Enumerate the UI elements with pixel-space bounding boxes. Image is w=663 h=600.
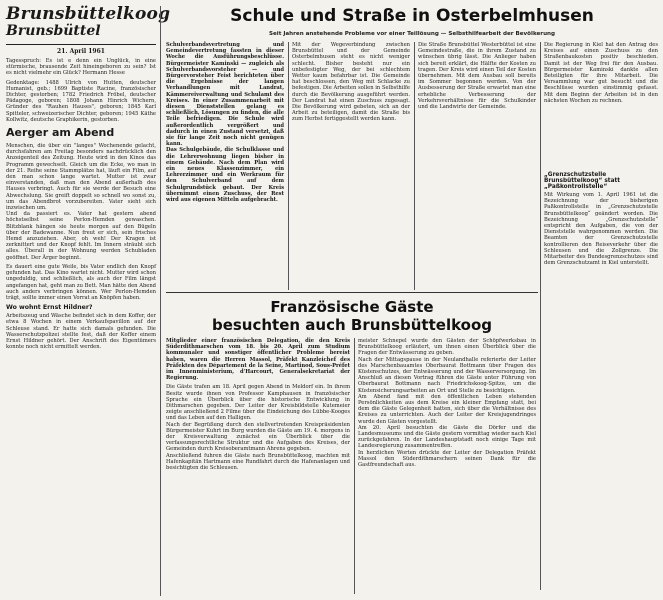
rule-franz-top — [166, 292, 538, 293]
schule-headline: Schule und Straße in Osterbelmhusen — [230, 6, 594, 26]
schule-text-2: Mit der Wegeverbindung zwischen Brunsbüttel und der Gemeinde Osterbelmhusen steht es nicht weniger schlecht. Bisher besteht nur ein unbefestigter Weg, der bei schlechtem Wetter kaum befahrbar ist. Die Gemeinde hat beschlossen, den Weg mit Schlacke zu befestigen. Die Arbeiten sollen in Selbsthilfe durch die Bevölkerung ausgeführt werden. Der Landrat hat einen Zuschuss zugesagt. Die Bevölkerung wird gebeten, sich an der Arbeit zu beteiligen, damit die Straße bis zum Herbst fertiggestellt werden kann. — [292, 42, 412, 123]
rule-schule-1 — [288, 42, 289, 290]
gedenktage: Gedenktage: 1488 Ulrich von Hutten, deutscher Humanist, geb.; 1699 Baptiste Racine, französischer Dichter, gestorben; 1782 Friedrich Fröbel, deutscher Pädagoge, geboren; 1808 Johann Hinrich Wichern, Gründer des "Rauhen Hauses", geboren; 1845 Karl Spitteler, schweizerischer Dichter, geboren; 1945 Käthe Kollwitz, deutsche Graphikerin, gestorben. — [6, 79, 158, 123]
schule-text-4: Die Regierung in Kiel hat den Antrag des Kreises auf einen Zuschuss zu den Straßenbaukosten positiv beschieden. Damit ist der Weg frei für den Ausbau. Bürgermeister Kaminski dankte allen Beteiligten für ihre Mitarbeit. Die Versammlung war gut besucht und die Beschlüsse wurden einstimmig gefasst. Mit dem Beginn der Arbeiten ist in den nächsten Wochen zu rechnen. — [544, 42, 660, 104]
franz-text-2: meister Schnepel wurde den Gästen der Schöpfwerksbau in Brunsbüttelkoog erläutert, um ihnen einen Überblick über die Fragen der Entwässerung zu geben. Nach der Mittagspause in der Neulandhalle referierte der Leiter des Marschenbauamtes Oberbaurat Bottmann über Fragen des Küstenschutzes, der Entwässerung und der Wasserversorgung. Im Anschluß an diesen Vortrag führen die Gäste unter Führung von Oberbaurat Bottmann nach Friedrichskoog-Spitze, um die Küstensicherungsarbeiten an Ort und Stelle zu besichtigen. Am Abend fand mit den öffentlichen Leben stehenden Persönlichkeiten aus dem Kreise ein kleiner Empfang statt, bei dem die Gäste Gelegenheit hatten, sich über die Verhältnisse des Kreises zu unterrichten. Auch der Leiter der Kreisjugendringes wurde den Gästen vorgestellt. Am 20. April besuchten die Gäste die Dörfer und die Landesmuseums und die Gäste gestern vormittag wieder nach Kiel zurückgefahren. In der Landeshauptstadt noch einige Tage mit Landesregierung zusammentreffen. In herzlichen Worten drückte der Leiter der Delegation Präfekt Massol den Süderdithmarschern seinen Dank für die Gastfreundschaft aus. — [358, 338, 536, 469]
wo-title: Wo wohnt Ernst Hildner? — [6, 304, 93, 312]
schule-text-3: Die Straße Brunsbüttel Westerbüttel ist eine Gemeindestraße, die in ihrem Zustand zu wünschen übrig lässt. Die Anlieger haben sich bereit erklärt, die Hälfte der Kosten zu tragen. Der Kreis wird einen Teil der Kosten übernehmen. Mit dem Ausbau soll bereits im Sommer begonnen werden. Von der Ausbesserung der Straße erwartet man eine erhebliche Verbesserung der Verkehrsverhältnisse für die Schulkinder und die Landwirte der Gemeinde. — [418, 42, 538, 111]
schule-col-2 — [292, 42, 410, 290]
rule-schule-3 — [540, 42, 541, 590]
tagesspruch: Tagesspruch: Es ist e denn ein Unglück, in eine stürmische, brausende Zeit hineingeboren zu sein? Ist es nicht vielmehr ein Glück? Hermann Hesse — [6, 58, 158, 77]
aerger-text-2: Es dauert eine gute Weile, bis Vater endlich den Knopf gefunden hat. Das Kino wartet nicht. Mutter wird schon ungeduldig, und schließlich, als auch der Film längst angefangen hat, geht man zu Bett. Man hätte den Abend auch anders verbringen können. Wer Perlon-Hemden trägt, sollte immer einen Vorrat an Knöpfen haben. — [6, 263, 158, 301]
column-rule-left — [160, 6, 161, 596]
schule-col-3 — [418, 42, 536, 290]
franz-text-1: Die Gäste trafen am 18. April gegen Abend in Meldorf ein. In ihrem Besitz wurde ihnen von Professor Kamphausen in französischer Sprache ein Überblick über die historische Entwicklung in Dithmarschen gegeben. Der Leiter der Kreisbildstelle Kutemeier zeigte anschließend 2 Filme über die Eindeichung des Lübbe-Kooges und das Leben auf den Halligen. Nach der Begrüßung durch den stellvertretenden Kreispräsidenten Bürgermeister Kuhrt im Burg wurden die Gäste am 19. 4. morgens in der Kreisverwaltung zunächst ein Überblick über die verfassungsrechtliche Struktur und die Aufgaben des Kreises, der Gemeinden durch Kreisoberamtmann Ahrens gegeben. Anschließend fuhren die Gäste nach Brunsbüttelkoog, machten mit Hafenkapitän Hartmann eine Rundfahrt durch die Hafenanlagen und besichtigten die Schleusen. — [166, 384, 350, 472]
masthead-rule — [6, 44, 156, 45]
grenz-box — [544, 170, 658, 590]
schule-subhead: Seit Jahren anstehende Probleme vor einer Teillösung — Selbsthilfearbeit der Bevölkerung — [268, 31, 556, 37]
left-column — [6, 58, 156, 598]
wo-text: Arbeitszeug und Wäsche befindet sich in dem Koffer, der etwa 8 Wochen in einem Verkaufspavillon auf der Schleuse stand. Er hatte sich damals gefunden. Die Wasserschutzpolizei stellte fest, daß der Koffer einem Ernst Hildner gehört. Der Anschrift des Eigentümers konnte noch nicht ermittelt werden. — [6, 313, 158, 351]
masthead-line2: Brunsbüttel — [6, 23, 101, 39]
schule-text-1: Schulverbandsvertretung und Gemeindevertretung fassten in dieser Woche die Ausführungsbeschlüsse. Bürgermeister Kaminski — zugleich als Schulverbandsvorsteher — und Bürgervorsteher Feist berichteten über die Ergebnisse der langen Verhandlungen mit Landrat, Kämmereiverwaltung und Schulamt des Kreises. In einer Zusammenarbeit mit diesen Dienststellen gelang es schließlich, Lösungen zu finden, die alle Teile befriedigen. Die Schule wird außerordentlich vergrößert und dadurch in einen Zustand versetzt, daß sie für lange Zeit noch nicht genügen kann. Das Schulgebäude, die Schulklasse und die Lehrerwohnung liegen bisher in einem Gebäude. Nach dem Plan wird ein neues Klassenzimmer, ein Lehrerzimmer und ein Werkraum für den Schulverband auf dem Schulgrundstück gebaut. Der Kreis übernimmt einen Zuschuss, der Rest wird aus eigenen Mitteln aufgebracht. — [166, 42, 284, 204]
grenz-text: Mit Wirkung vom 1. April 1961 ist die Bezeichnung der bisherigen Paßkontrollstelle in „Grenzschutzstelle Brunsbüttelkoog“ geändert worden. Die Bezeichnung „Grenzschutzstelle“ entspricht den Aufgaben, die von der Dienststelle wahrgenommen werden. Die Beamten der Grenzschutzstelle kontrollieren den Reiseverkehr über die Schleusen und die Zollgrenze. Die Mitarbeiter des Bundesgrenzschutzes sind dem Grenzschutzamt in Kiel unterstellt. — [544, 192, 660, 267]
franz-headline-1: Französische Gäste — [270, 298, 434, 316]
aerger-text: Menschen, die über ein "langes" Wochenende gelacht, durchsfahren am Freitag besonders nachdrücklich den Anzeigenteil des Zeitung. Heute wird in den Kinos das Programm gewechselt. Gleich um die Ecke, wo man in der 21. Reihe seine Stammplätze hat, läuft ein Film, auf den man schon lange wartet. Mutter ist zwar einverstanden, daß man den Abend außerhalb des Hauses verbringt. Auch für sie werde der Besuch eine Abwechslung. Sie greift doppelt so schnell wo sonst zu, um das Abendbrot vorzubereiten. Vater sieht sich inzwischen um. Und da passiert es. Vater hat gestern abend höchstselbst seine Perlon-Hemden gewaschen. Blitzblank hängen sie heute morgen auf den Bügeln über der Badewanne. Nun freut er sich, sein frisches Hemd anzuziehen. Aber, oh weh! Der Kragen ist zerknittert und der Knopf fehlt. Im Innern sträubt sich alles. Überall in der Wohnung werden Schubladen geöffnet. Der Ärger beginnt. — [6, 143, 156, 261]
schule-col-4 — [544, 42, 658, 166]
franz-col-2 — [358, 338, 536, 594]
rule-schule-2 — [414, 42, 415, 290]
dateline: 21. April 1961 — [57, 48, 105, 55]
franz-headline-2: besuchten auch Brunsbüttelkoog — [211, 316, 493, 334]
franz-lead: Mitglieder einer französischen Delegation, die den Kreis Süderdithmarschen vom 18. bis 20. April zum Studium kommunaler und sonstiger öffentlicher Probleme bereist haben, waren die Herren Massol, Präfekt Kanzleichef des Präfekten des Département de la Seine, Martinod, Sous-Préfet im Innenministerium, d'Harcourt, Generalsekretariat der Regierung. — [166, 338, 352, 382]
franz-col-1 — [166, 338, 350, 594]
grenz-title: „Grenzschutzstelle Brunsbüttelkoog“ statt „Paßkontrollstelle“ — [544, 172, 621, 190]
schule-col-1 — [166, 42, 284, 290]
aerger-title: Aerger am Abend — [6, 126, 115, 140]
rule-franz-1 — [354, 338, 355, 594]
masthead-line1: Brunsbüttelkoog — [6, 4, 171, 24]
